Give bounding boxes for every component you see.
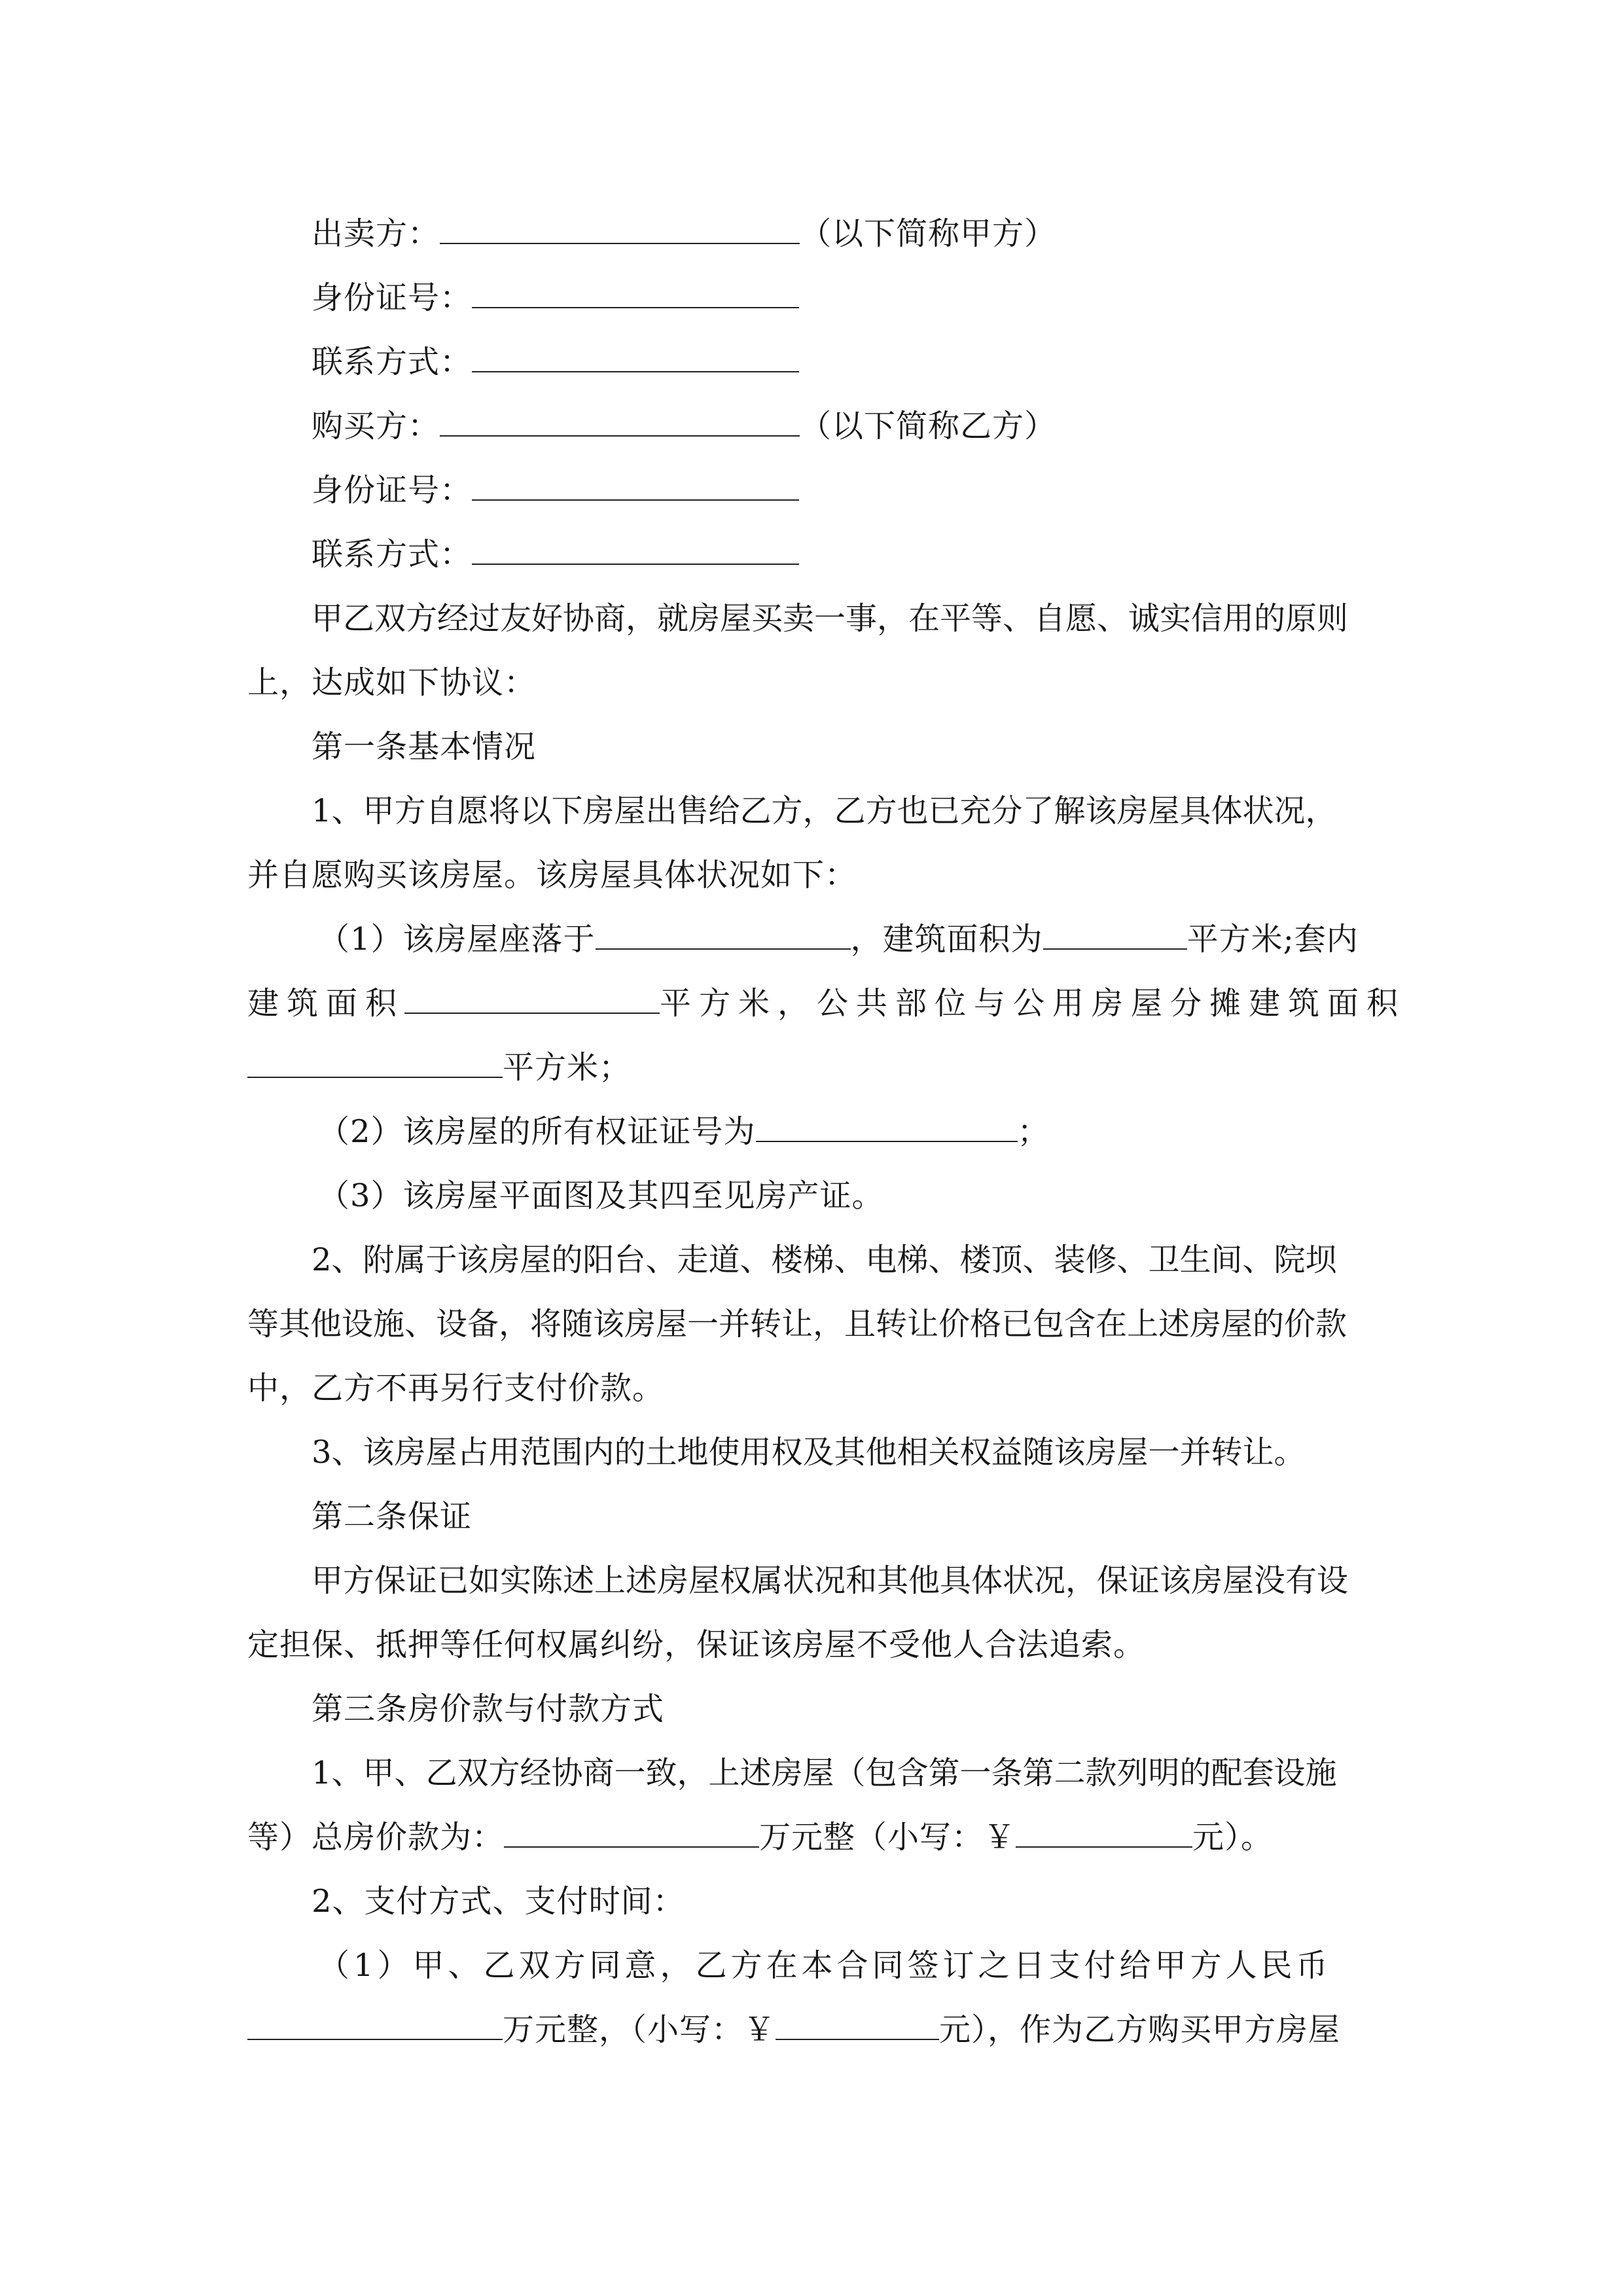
- intro-line-1: 甲乙双方经过友好协商，就房屋买卖一事，在平等、自愿、诚实信用的原则: [312, 600, 1349, 637]
- location-label: （1）该房屋座落于: [318, 921, 596, 958]
- area-blank: [1043, 912, 1187, 950]
- certificate-end: ；: [1017, 1113, 1050, 1150]
- total-price-label: 等）总房价款为：: [247, 1819, 505, 1856]
- article1-p3: 3、该房屋占用范围内的土地使用权及其他相关权益随该房屋一并转让。: [312, 1434, 1306, 1471]
- total-price-blank: [504, 1810, 759, 1848]
- article3-item1-line-1: （1）甲、乙双方同意，乙方在本合同签订之日支付给甲方人民币: [318, 1947, 1332, 1984]
- article1-p1-line-1: 1、甲方自愿将以下房屋出售给乙方，乙方也已充分了解该房屋具体状况，: [312, 793, 1337, 829]
- article1-item1-line-1: [247, 907, 1377, 971]
- buyer-id-label: 身份证号：: [312, 472, 473, 509]
- article1-p2-line-3: 中，乙方不再另行支付价款。: [247, 1370, 665, 1407]
- seller-contact-line: [247, 330, 1377, 394]
- article1-p1-line-2: 并自愿购买该房屋。该房屋具体状况如下：: [247, 857, 857, 893]
- seller-line: [247, 202, 1377, 266]
- deposit-end: 元），作为乙方购买甲方房屋: [939, 2011, 1341, 2048]
- article1-title: 第一条基本情况: [312, 728, 537, 765]
- deposit-small-blank: [776, 2002, 939, 2040]
- intro-line-2: 上，达成如下协议：: [247, 664, 537, 701]
- seller-contact-label: 联系方式：: [312, 344, 473, 380]
- seller-name-blank: [440, 206, 800, 244]
- buyer-id-blank: [472, 463, 799, 501]
- article1-p2-line-1: 2、附属于该房屋的阳台、走道、楼梯、电梯、楼顶、装修、卫生间、院坝: [312, 1242, 1337, 1278]
- article3-p2: 2、支付方式、支付时间：: [312, 1883, 685, 1920]
- buyer-id-line: [247, 458, 1377, 522]
- seller-id-blank: [472, 270, 799, 308]
- article1-item1-line-2: [247, 971, 1406, 1035]
- article1-item2: [247, 1100, 1377, 1164]
- seller-label: 出卖方：: [312, 215, 440, 252]
- seller-contact-blank: [472, 334, 799, 372]
- area-label: ，建筑面积为: [850, 921, 1043, 958]
- inner-area-blank: [404, 976, 660, 1014]
- article3-item1-line-2: [247, 1998, 1377, 2062]
- buyer-name-blank: [440, 399, 800, 437]
- article2-title: 第二条保证: [312, 1498, 473, 1535]
- inner-area-label: 平方米;套内: [1186, 921, 1359, 958]
- article2-line-2: 定担保、抵押等任何权属纠纷，保证该房屋不受他人合法追索。: [247, 1626, 1146, 1663]
- buyer-line: [247, 394, 1377, 458]
- shared-area-unit: 平方米；: [503, 1049, 632, 1086]
- deposit-blank: [247, 2002, 503, 2040]
- contract-body: [247, 202, 1406, 2062]
- article1-item1-line-3: [247, 1035, 1377, 1100]
- inner-building-area-label: 建筑面积: [247, 985, 405, 1022]
- shared-area-label: 平方米，公共部位与公用房屋分摊建筑面积: [660, 985, 1406, 1022]
- article2-line-1: 甲方保证已如实陈述上述房屋权属状况和其他具体状况，保证该房屋没有设: [312, 1562, 1349, 1599]
- shared-area-blank: [247, 1040, 503, 1078]
- article3-title: 第三条房价款与付款方式: [312, 1691, 665, 1727]
- total-price-end: 元）。: [1192, 1819, 1274, 1856]
- total-price-small-blank: [1016, 1810, 1192, 1848]
- certificate-blank: [756, 1104, 1018, 1142]
- buyer-suffix: （以下简称乙方）: [800, 408, 1057, 444]
- article1-item3: （3）该房屋平面图及其四至见房产证。: [318, 1177, 884, 1214]
- certificate-label: （2）该房屋的所有权证证号为: [318, 1113, 756, 1150]
- seller-id-line: [247, 266, 1377, 330]
- article1-p2-line-2: 等其他设施、设备，将随该房屋一并转让，且转让价格已包含在上述房屋的价款: [247, 1306, 1347, 1342]
- buyer-contact-line: [247, 522, 1377, 586]
- buyer-contact-label: 联系方式：: [312, 536, 473, 573]
- total-price-unit: 万元整（小写：￥: [759, 1819, 1016, 1856]
- article3-p1-line-1: 1、甲、乙双方经协商一致，上述房屋（包含第一条第二款列明的配套设施: [312, 1755, 1337, 1791]
- buyer-contact-blank: [472, 527, 799, 565]
- seller-id-label: 身份证号：: [312, 279, 473, 316]
- article3-p1-line-2: [247, 1805, 1377, 1869]
- location-blank: [596, 912, 851, 950]
- deposit-unit: 万元整，（小写：￥: [503, 2011, 776, 2048]
- seller-suffix: （以下简称甲方）: [800, 215, 1057, 252]
- buyer-label: 购买方：: [312, 408, 440, 444]
